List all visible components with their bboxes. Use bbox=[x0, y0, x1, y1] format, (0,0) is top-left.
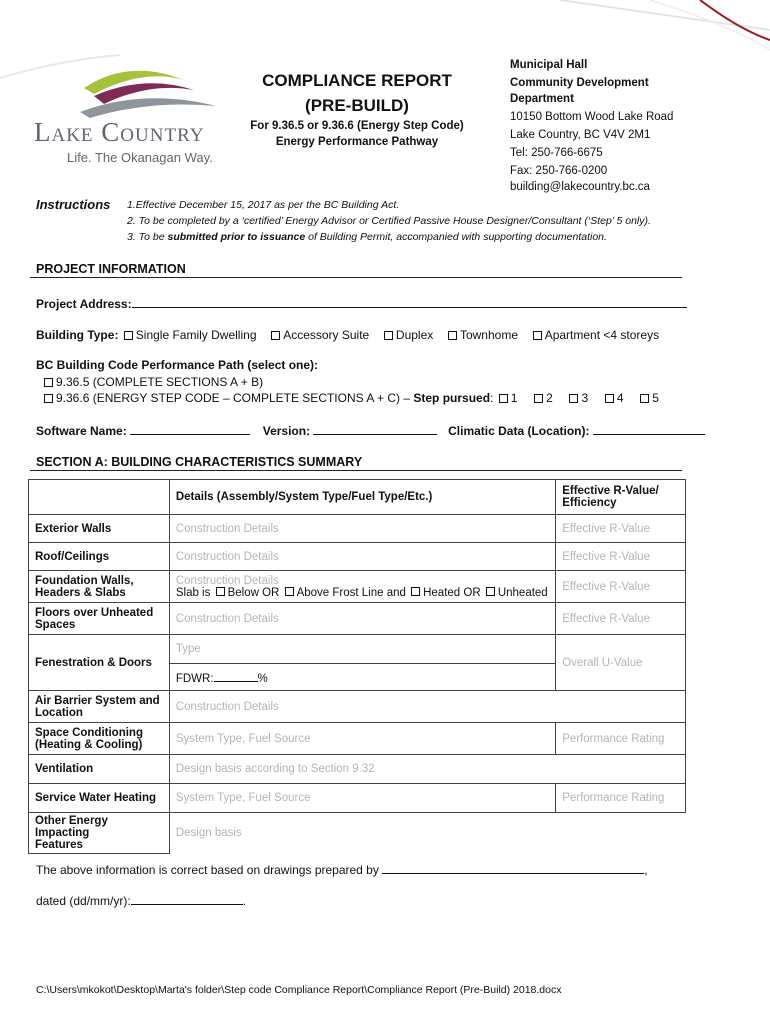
other-energy-details-field[interactable]: Design basis bbox=[175, 827, 242, 840]
header-empty-cell bbox=[29, 480, 170, 515]
project-info-heading: PROJECT INFORMATION bbox=[36, 262, 186, 276]
table-row bbox=[29, 603, 686, 635]
table-header-row bbox=[29, 480, 686, 515]
table-row bbox=[29, 543, 686, 571]
ventilation-details-field[interactable]: Design basis according to Section 9.32 bbox=[169, 755, 685, 784]
table-row bbox=[29, 755, 686, 784]
fenestration-type-field[interactable]: Type bbox=[169, 635, 555, 664]
exterior-walls-rvalue-field[interactable]: Effective R-Value bbox=[556, 515, 686, 543]
row-label-exterior-walls: Exterior Walls bbox=[29, 515, 170, 543]
report-subtitle-2: Energy Performance Pathway bbox=[275, 136, 439, 148]
row-label-space-conditioning: Space Conditioning (Heating & Cooling) bbox=[29, 723, 170, 755]
contact-line3: Department bbox=[510, 93, 574, 105]
divider bbox=[30, 277, 682, 278]
space-conditioning-rating-field[interactable]: Performance Rating bbox=[556, 723, 686, 755]
water-heating-rating-field[interactable]: Performance Rating bbox=[556, 784, 686, 813]
path-option-1: 9.36.5 (COMPLETE SECTIONS A + B) bbox=[42, 375, 263, 389]
foundation-details-field[interactable]: Construction Details bbox=[175, 574, 279, 587]
contact-address2: Lake Country, BC V4V 2M1 bbox=[510, 129, 651, 141]
fdwr-cell: FDWR: % bbox=[169, 664, 555, 691]
checkbox-step-5[interactable] bbox=[640, 394, 649, 403]
table-row bbox=[29, 691, 686, 723]
divider bbox=[30, 470, 682, 471]
project-address-row: Project Address: bbox=[36, 296, 687, 311]
floors-details-field[interactable]: Construction Details bbox=[169, 603, 555, 635]
roof-rvalue-field[interactable]: Effective R-Value bbox=[556, 543, 686, 571]
declaration-line: The above information is correct based on drawings prepared by , bbox=[36, 863, 648, 877]
path-option-2: 9.36.6 (ENERGY STEP CODE – COMPLETE SECTIONS A + C) – Step pursued: 1 2 3 4 5 bbox=[42, 391, 659, 405]
header-rvalue: Effective R-Value/ Efficiency bbox=[556, 480, 686, 515]
table-row bbox=[29, 813, 686, 854]
instruction-item-3: 3. To be submitted prior to issuance of Building Permit, accompanied with supporting documentation. bbox=[127, 231, 607, 243]
date-field[interactable] bbox=[131, 893, 243, 905]
row-label-other-energy: Other Energy Impacting Features bbox=[29, 813, 170, 854]
checkbox-step-4[interactable] bbox=[605, 394, 614, 403]
fdwr-field[interactable] bbox=[214, 670, 258, 682]
software-row: Software Name: Version: Climatic Data (Location): bbox=[36, 423, 705, 438]
air-barrier-details-field[interactable]: Construction Details bbox=[169, 691, 685, 723]
software-name-field[interactable] bbox=[130, 423, 250, 435]
checkbox-step-2[interactable] bbox=[534, 394, 543, 403]
checkbox-step-1[interactable] bbox=[499, 394, 508, 403]
row-label-water-heating: Service Water Heating bbox=[29, 784, 170, 813]
project-address-field[interactable] bbox=[132, 296, 687, 308]
contact-line2: Community Development bbox=[510, 77, 649, 89]
report-title: COMPLIANCE REPORT bbox=[262, 71, 452, 90]
checkbox-accessory-suite[interactable] bbox=[271, 331, 280, 340]
checkbox-path-9365[interactable] bbox=[44, 378, 53, 387]
table-row bbox=[29, 784, 686, 813]
row-label-ventilation: Ventilation bbox=[29, 755, 170, 784]
instruction-item-2: 2. To be completed by a ‘certified’ Energy Advisor or Certified Passive House Designer/Consultant (‘Step’ 5 only). bbox=[127, 215, 651, 227]
table-row bbox=[29, 635, 686, 664]
row-label-floors: Floors over Unheated Spaces bbox=[29, 603, 170, 635]
floors-rvalue-field[interactable]: Effective R-Value bbox=[556, 603, 686, 635]
climatic-data-field[interactable] bbox=[593, 423, 705, 435]
contact-email[interactable]: building@lakecountry.bc.ca bbox=[510, 181, 650, 193]
contact-tel: Tel: 250-766-6675 bbox=[510, 147, 603, 159]
header-details: Details (Assembly/System Type/Fuel Type/Etc.) bbox=[169, 480, 555, 515]
contact-fax: Fax: 250-766-0200 bbox=[510, 165, 608, 177]
foundation-details-cell bbox=[169, 571, 555, 603]
dated-line: dated (dd/mm/yr): . bbox=[36, 894, 247, 908]
footer-file-path: C:\Users\mkokot\Desktop\Marta's folder\Step code Compliance Report\Compliance Report (Pre-Build) 2018.docx bbox=[36, 984, 562, 996]
drawings-prepared-by-field[interactable] bbox=[382, 862, 644, 874]
checkbox-duplex[interactable] bbox=[384, 331, 393, 340]
checkbox-step-3[interactable] bbox=[569, 394, 578, 403]
instruction-item-1: 1.Effective December 15, 2017 as per the BC Building Act. bbox=[127, 199, 400, 211]
foundation-rvalue-field[interactable]: Effective R-Value bbox=[556, 571, 686, 603]
performance-path-label: BC Building Code Performance Path (select one): bbox=[36, 358, 319, 372]
contact-line1: Municipal Hall bbox=[510, 59, 588, 71]
checkbox-slab-above[interactable] bbox=[285, 587, 294, 596]
checkbox-slab-heated[interactable] bbox=[411, 587, 420, 596]
row-label-air-barrier: Air Barrier System and Location bbox=[29, 691, 170, 723]
exterior-walls-details-field[interactable]: Construction Details bbox=[169, 515, 555, 543]
logo-wordmark: Lake Country bbox=[34, 117, 205, 147]
fenestration-uvalue-field[interactable]: Overall U-Value bbox=[556, 635, 686, 691]
water-heating-details-field[interactable]: System Type, Fuel Source bbox=[169, 784, 555, 813]
section-a-heading: SECTION A: BUILDING CHARACTERISTICS SUMMARY bbox=[36, 455, 363, 469]
lake-country-logo bbox=[34, 60, 234, 170]
slab-options: Slab is Below OR Above Frost Line and Heated OR Unheated bbox=[175, 586, 548, 599]
checkbox-townhome[interactable] bbox=[448, 331, 457, 340]
contact-block bbox=[510, 59, 673, 197]
instructions-label: Instructions bbox=[36, 197, 111, 212]
table-row bbox=[29, 571, 686, 603]
building-characteristics-table bbox=[28, 479, 686, 854]
row-label-foundation: Foundation Walls, Headers & Slabs bbox=[29, 571, 170, 603]
report-subtitle-1: For 9.36.5 or 9.36.6 (Energy Step Code) bbox=[250, 120, 464, 132]
space-conditioning-details-field[interactable]: System Type, Fuel Source bbox=[169, 723, 555, 755]
version-field[interactable] bbox=[313, 423, 437, 435]
row-label-roof-ceilings: Roof/Ceilings bbox=[29, 543, 170, 571]
checkbox-single-family[interactable] bbox=[124, 331, 133, 340]
checkbox-slab-below[interactable] bbox=[216, 587, 225, 596]
checkbox-path-9366[interactable] bbox=[44, 394, 53, 403]
checkbox-slab-unheated[interactable] bbox=[486, 587, 495, 596]
roof-details-field[interactable]: Construction Details bbox=[169, 543, 555, 571]
report-title-sub: (PRE-BUILD) bbox=[305, 96, 409, 115]
table-row bbox=[29, 515, 686, 543]
table-row bbox=[29, 723, 686, 755]
row-label-fenestration: Fenestration & Doors bbox=[29, 635, 170, 691]
checkbox-apartment[interactable] bbox=[533, 331, 542, 340]
building-type-row: Building Type: Single Family Dwelling Accessory Suite Duplex Townhome Apartment <4 storeys bbox=[36, 328, 660, 342]
logo-tagline: Life. The Okanagan Way. bbox=[67, 150, 213, 165]
contact-address1: 10150 Bottom Wood Lake Road bbox=[510, 111, 674, 123]
